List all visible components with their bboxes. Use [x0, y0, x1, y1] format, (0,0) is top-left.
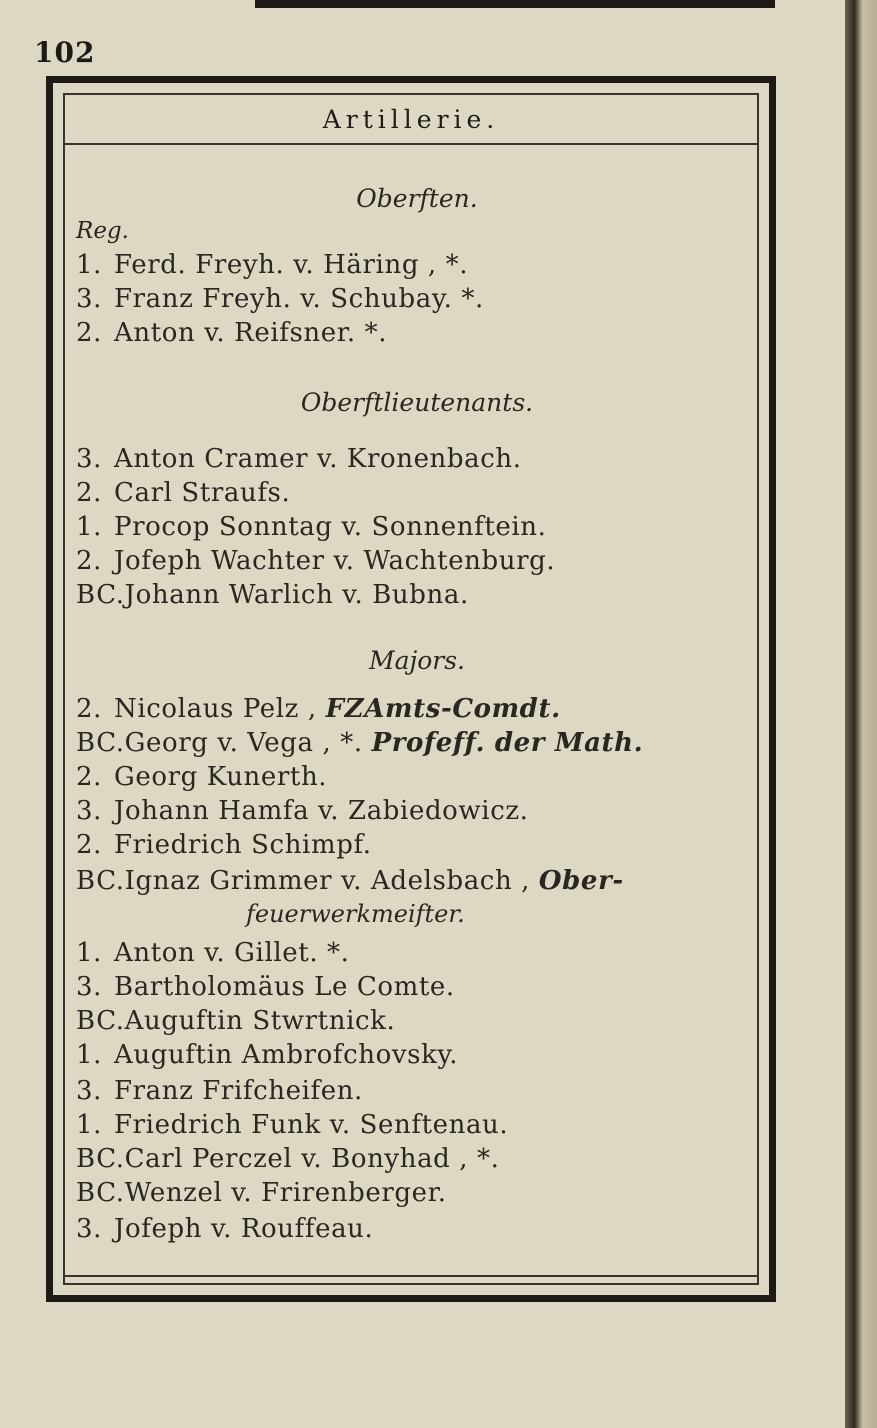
officer-note: FZAmts-Comdt. — [325, 694, 561, 724]
list-item — [76, 1076, 363, 1106]
regiment-number: BC. — [76, 866, 125, 896]
officer-name: Ferd. Freyh. v. Häring , *. — [114, 250, 469, 280]
officer-name: Carl Perczel v. Bonyhad , *. — [124, 1144, 500, 1174]
officer-name: Bartholomäus Le Comte. — [114, 972, 455, 1002]
officer-name: Procop Sonntag v. Sonnenftein. — [114, 512, 547, 542]
regiment-number: 2. — [76, 694, 103, 724]
list-item — [76, 1144, 499, 1174]
list-item — [76, 1110, 508, 1140]
list-item — [76, 284, 484, 314]
officer-note: Ober- — [538, 866, 624, 896]
officer-name: Friedrich Funk v. Senftenau. — [114, 1110, 509, 1140]
officer-name: Johann Warlich v. Bubna. — [124, 580, 469, 610]
regiment-number: 1. — [76, 1040, 103, 1070]
page-number: 102 — [34, 36, 96, 69]
officer-name: Georg Kunerth. — [114, 762, 328, 792]
regiment-number: 2. — [76, 830, 103, 860]
list-item — [76, 830, 372, 860]
regiment-number: 2. — [76, 762, 103, 792]
officer-name: Carl Straufs. — [114, 478, 291, 508]
regiment-number: 3. — [76, 1076, 103, 1106]
list-item — [76, 1214, 373, 1244]
list-item — [76, 478, 290, 508]
officer-name: Auguftin Ambrofchovsky. — [114, 1040, 459, 1070]
regiment-number: BC. — [76, 728, 125, 758]
regiment-number: BC. — [76, 1006, 125, 1036]
list-item — [76, 866, 624, 896]
regiment-number: 3. — [76, 1214, 103, 1244]
officer-name: Anton Cramer v. Kronenbach. — [114, 444, 522, 474]
list-item — [76, 762, 327, 792]
officer-name: Franz Frifcheifen. — [114, 1076, 363, 1106]
officer-note-continuation: feuerwerkmeifter. — [246, 900, 465, 928]
regiment-number: 3. — [76, 796, 103, 826]
section-title-majors: Majors. — [368, 646, 466, 675]
officer-name: Nicolaus Pelz , — [114, 694, 326, 724]
officer-name: Jofeph Wachter v. Wachtenburg. — [114, 546, 556, 576]
list-item — [76, 546, 555, 576]
regiment-number: 2. — [76, 318, 103, 348]
officer-name: Anton v. Gillet. *. — [114, 938, 350, 968]
regiment-number: 1. — [76, 250, 103, 280]
list-item — [76, 318, 387, 348]
list-item — [76, 1178, 447, 1208]
officer-name: Franz Freyh. v. Schubay. *. — [114, 284, 484, 314]
top-page-edge — [255, 0, 775, 8]
officer-note: Profeff. der Math. — [371, 728, 644, 758]
officer-name: Anton v. Reifsner. *. — [114, 318, 388, 348]
regiment-number: BC. — [76, 580, 125, 610]
list-item — [76, 972, 455, 1002]
officer-name: Johann Hamfa v. Zabiedowicz. — [114, 796, 529, 826]
list-item — [76, 444, 522, 474]
officer-name: Ignaz Grimmer v. Adelsbach , — [124, 866, 539, 896]
list-item — [76, 250, 468, 280]
reg-column-label: Reg. — [76, 218, 129, 244]
header-title: Artillerie. — [322, 104, 500, 134]
list-item — [76, 512, 547, 542]
regiment-number: 3. — [76, 444, 103, 474]
list-item — [76, 938, 350, 968]
list-item — [76, 580, 469, 610]
list-item — [76, 1040, 458, 1070]
regiment-number: BC. — [76, 1144, 125, 1174]
list-item — [76, 796, 529, 826]
officer-name: Wenzel v. Frirenberger. — [124, 1178, 447, 1208]
regiment-number: 3. — [76, 284, 103, 314]
list-item — [76, 1006, 395, 1036]
list-item — [76, 728, 643, 758]
officer-name: Georg v. Vega , *. — [124, 728, 372, 758]
bottom-rule — [65, 1275, 757, 1277]
book-spine-edge — [845, 0, 877, 1428]
section-title-oberftlieutenants: Oberftlieutenants. — [300, 388, 534, 417]
regiment-number: 1. — [76, 1110, 103, 1140]
officer-name: Jofeph v. Rouffeau. — [114, 1214, 374, 1244]
regiment-number: 2. — [76, 546, 103, 576]
header-band — [65, 95, 757, 145]
section-title-oberften: Oberften. — [356, 184, 478, 213]
list-item — [76, 694, 561, 724]
regiment-number: 1. — [76, 512, 103, 542]
officer-name: Friedrich Schimpf. — [114, 830, 372, 860]
regiment-number: 3. — [76, 972, 103, 1002]
regiment-number: 2. — [76, 478, 103, 508]
officer-name: Auguftin Stwrtnick. — [124, 1006, 396, 1036]
regiment-number: BC. — [76, 1178, 125, 1208]
regiment-number: 1. — [76, 938, 103, 968]
